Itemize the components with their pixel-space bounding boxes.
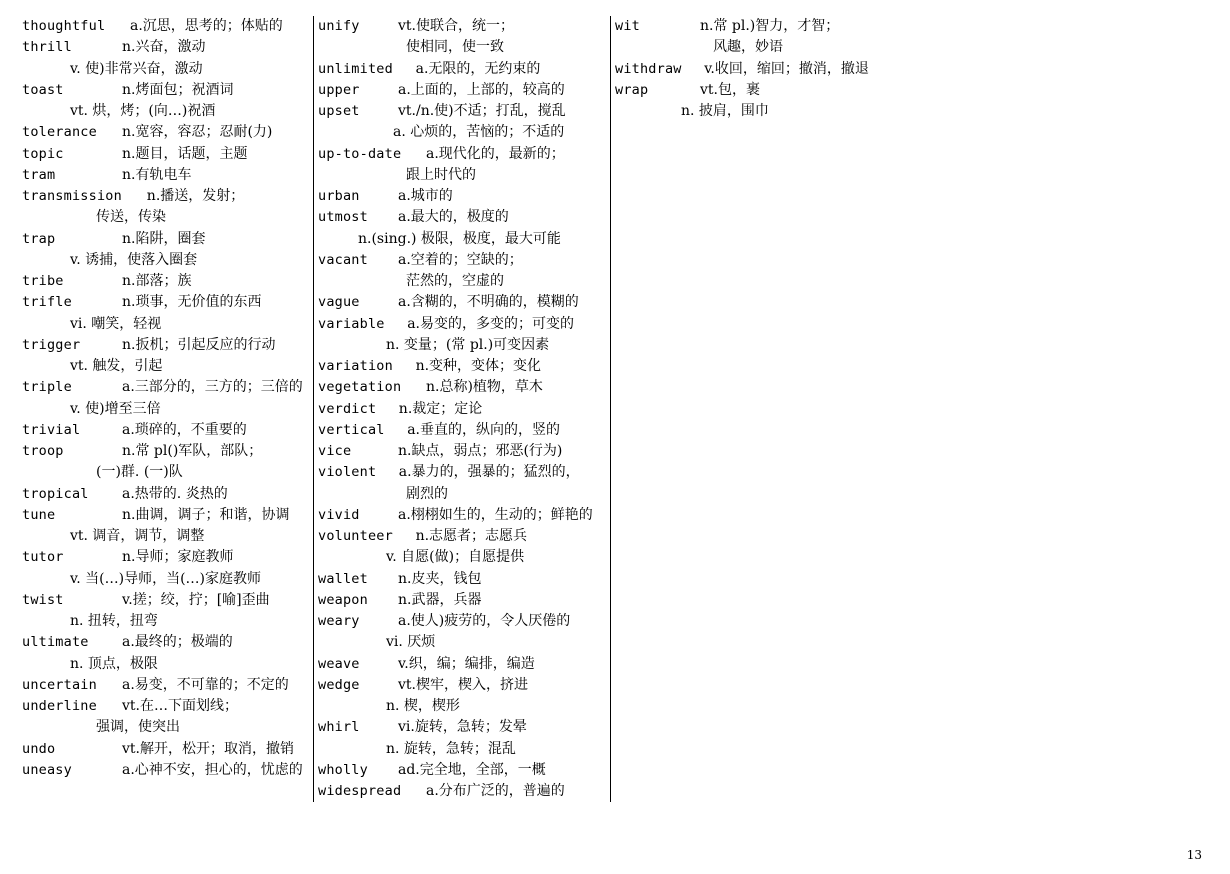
- headword: variable: [318, 315, 385, 332]
- definition: vt.楔牢，楔入，挤进: [398, 676, 528, 693]
- headword: up-to-date: [318, 145, 402, 162]
- definition: vi. 嘲笑，轻视: [70, 315, 162, 332]
- definition: v. 使)增至三倍: [70, 400, 161, 417]
- definition: vt./n.使)不适；打乱，搅乱: [398, 103, 566, 119]
- definition: a.沉思，思考的；体贴的: [130, 18, 283, 34]
- definition: v.收回，缩回；撤消，撤退: [704, 60, 869, 77]
- definition: a.使人)疲劳的，令人厌倦的: [398, 613, 571, 629]
- headword: volunteer: [318, 528, 393, 544]
- definition: n.陷阱，圈套: [122, 230, 206, 247]
- headword: upset: [318, 103, 360, 119]
- definition: v.搓；绞，拧；[喻]歪曲: [122, 591, 270, 608]
- definition: 茫然的，空虚的: [406, 273, 504, 289]
- definition: n.变种，变体；变化: [415, 358, 542, 374]
- definition: a.上面的，上部的，较高的: [398, 81, 565, 98]
- headword: tram: [22, 166, 56, 183]
- headword: violent: [318, 464, 377, 481]
- definition: 风趣，妙语: [713, 39, 783, 56]
- definition: vt.解开，松开；取消，撤销: [122, 740, 294, 757]
- definition: a.栩栩如生的，生动的；鲜艳的: [398, 506, 593, 523]
- headword: tropical: [22, 485, 89, 502]
- definition: n.题目，话题，主题: [122, 145, 248, 162]
- definition: n.琐事，无价值的东西: [122, 294, 262, 311]
- headword: tune: [22, 506, 56, 523]
- definition: n.导师；家庭教师: [122, 549, 234, 566]
- definition: v.织，编；编排，编造: [398, 655, 535, 672]
- headword: thrill: [22, 39, 72, 56]
- definition: n.曲调，调子；和谐，协调: [122, 506, 290, 523]
- headword: trap: [22, 230, 56, 247]
- headword: withdraw: [615, 60, 682, 77]
- definition: vt.使联合，统一；: [398, 18, 514, 34]
- headword: undo: [22, 740, 56, 757]
- definition: n. 旋转，急转；混乱: [386, 740, 516, 757]
- headword: troop: [22, 443, 64, 459]
- definition: n.总称)植物，草木: [426, 379, 543, 396]
- headword: ultimate: [22, 634, 89, 651]
- headword: widespread: [318, 783, 402, 799]
- definition: n.武器，兵器: [398, 591, 482, 608]
- headword: toast: [22, 81, 64, 98]
- definition: vt. 烘，烤；(向…)祝酒: [70, 103, 216, 119]
- headword: vertical: [318, 421, 385, 438]
- headword: weave: [318, 655, 360, 672]
- headword: tribe: [22, 273, 64, 289]
- headword: underline: [22, 698, 97, 714]
- definition: a.现代化的，最新的；: [426, 145, 565, 162]
- headword: verdict: [318, 400, 377, 417]
- definition: 跟上时代的: [406, 166, 476, 183]
- headword: vice: [318, 443, 352, 459]
- definition: ad.完全地，全部，一概: [398, 761, 546, 778]
- page-number: 13: [1186, 848, 1202, 862]
- definition: a.含糊的，不明确的，模糊的: [398, 294, 579, 311]
- headword: vegetation: [318, 379, 402, 396]
- definition: n.扳机；引起反应的行动: [122, 336, 276, 353]
- headword: wholly: [318, 761, 368, 778]
- definition: n. 顶点，极限: [70, 655, 158, 672]
- column-divider-right: [610, 16, 611, 802]
- definition: n.常 pl()军队，部队；: [122, 443, 263, 459]
- definition: a.无限的，无约束的: [415, 60, 541, 77]
- definition: vi.旋转，急转；发晕: [398, 719, 527, 736]
- headword: unify: [318, 18, 360, 34]
- definition: vt. 调音，调节，调整: [70, 528, 205, 544]
- headword: triple: [22, 379, 72, 396]
- definition: a.分布广泛的，普遍的: [426, 783, 565, 799]
- definition: a.城市的: [398, 188, 453, 204]
- headword: uneasy: [22, 761, 72, 778]
- headword: variation: [318, 358, 393, 374]
- definition: 强调，使突出: [96, 719, 180, 736]
- headword: tutor: [22, 549, 64, 566]
- definition: n.烤面包；祝酒词: [122, 81, 234, 98]
- definition: a.暴力的，强暴的；猛烈的，: [398, 464, 580, 481]
- definition: vt.在…下面划线；: [122, 698, 238, 714]
- definition: a. 心烦的，苦恼的；不适的: [393, 124, 565, 141]
- definition: a.琐碎的，不重要的: [122, 421, 247, 438]
- definition: v. 当(…)导师，当(…)家庭教师: [70, 570, 261, 587]
- headword: thoughtful: [22, 18, 106, 34]
- headword: vivid: [318, 506, 360, 523]
- definition: n.裁定；定论: [398, 400, 483, 417]
- headword: transmission: [22, 188, 122, 204]
- headword: whirl: [318, 719, 360, 736]
- definition: n.部落；族: [122, 273, 192, 289]
- headword: trivial: [22, 421, 81, 438]
- definition: (一)群. (一)队: [96, 464, 183, 481]
- definition: vt.包，裹: [700, 81, 760, 98]
- headword: wallet: [318, 570, 368, 587]
- definition: a.易变的，多变的；可变的: [407, 315, 574, 332]
- headword: twist: [22, 591, 64, 608]
- definition: n. 变量；(常 pl.)可变因素: [386, 336, 550, 353]
- headword: wrap: [615, 81, 649, 98]
- headword: trigger: [22, 336, 81, 353]
- definition: n.缺点，弱点；邪恶(行为): [398, 443, 563, 459]
- headword: wit: [615, 18, 640, 34]
- definition: v. 自愿(做)；自愿提供: [386, 549, 525, 566]
- headword: trifle: [22, 294, 72, 311]
- headword: weary: [318, 613, 360, 629]
- definition: n.(sing.) 极限，极度，最大可能: [358, 230, 561, 247]
- definition: 使相同，使一致: [406, 39, 504, 56]
- definition: n.志愿者；志愿兵: [415, 528, 528, 544]
- definition: n.有轨电车: [122, 166, 192, 183]
- headword: unlimited: [318, 60, 393, 77]
- definition: 传送，传染: [96, 209, 166, 226]
- headword: tolerance: [22, 124, 97, 141]
- definition: a.空着的；空缺的；: [398, 251, 523, 268]
- definition: a.最大的，极度的: [398, 209, 509, 226]
- definition: a.最终的；极端的: [122, 634, 233, 651]
- headword: utmost: [318, 209, 368, 226]
- definition: a.三部分的，三方的；三倍的: [122, 379, 303, 396]
- definition: a.垂直的，纵向的，竖的: [407, 421, 560, 438]
- definition: n.皮夹，钱包: [398, 570, 482, 587]
- headword: urban: [318, 188, 360, 204]
- definition: n.常 pl.)智力，才智；: [700, 18, 840, 34]
- headword: weapon: [318, 591, 368, 608]
- definition: a.心神不安，担心的，忧虑的: [122, 761, 303, 778]
- definition: n.播送，发射；: [146, 188, 245, 204]
- column-divider-left: [313, 16, 314, 802]
- definition: 剧烈的: [406, 485, 448, 502]
- definition: vi. 厌烦: [386, 634, 436, 651]
- headword: upper: [318, 81, 360, 98]
- headword: topic: [22, 145, 64, 162]
- definition: n.兴奋，激动: [122, 39, 206, 56]
- definition: n.宽容，容忍；忍耐(力): [122, 124, 273, 141]
- headword: wedge: [318, 676, 360, 693]
- definition: v. 使)非常兴奋，激动: [70, 60, 203, 77]
- headword: vague: [318, 294, 360, 311]
- headword: vacant: [318, 251, 368, 268]
- definition: n. 楔，楔形: [386, 698, 460, 714]
- definition: n. 扭转，扭弯: [70, 613, 158, 629]
- definition: v. 诱捕，使落入圈套: [70, 251, 198, 268]
- headword: uncertain: [22, 676, 97, 693]
- definition: a.热带的. 炎热的: [122, 485, 228, 502]
- definition: vt. 触发，引起: [70, 358, 163, 374]
- definition: a.易变，不可靠的；不定的: [122, 676, 289, 693]
- definition: n. 披肩，围巾: [681, 103, 769, 119]
